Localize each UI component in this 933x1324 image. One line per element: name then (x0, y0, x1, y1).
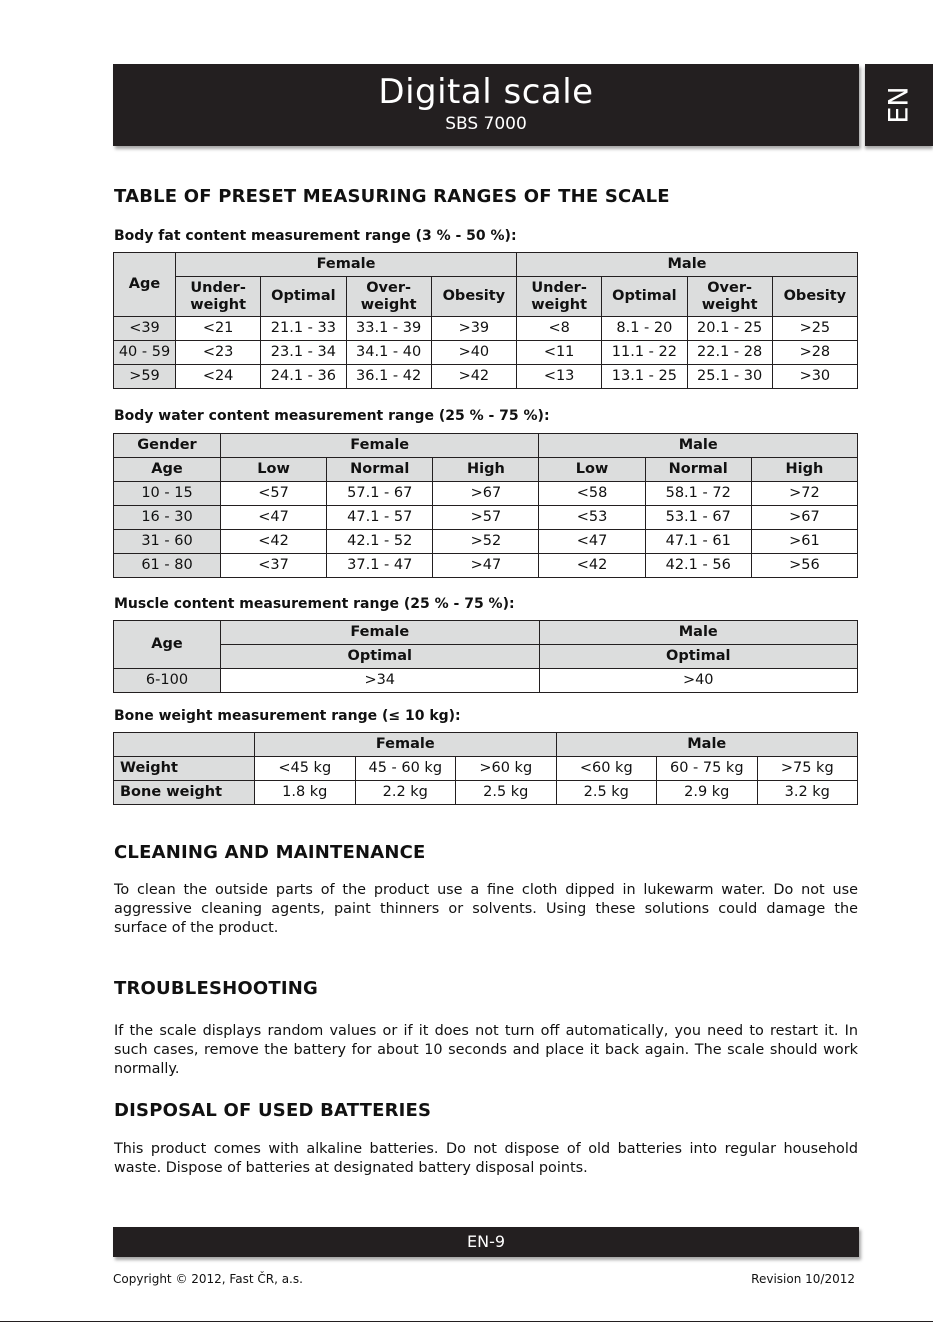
page-number-bar (113, 1227, 859, 1257)
troubleshooting-text: If the scale displays random values or if it does not turn off automatically, you need to restart it. In such cases, remove the battery for about 10 seconds and place it back again. The scale should work normally. (114, 1023, 858, 1077)
bone-weight-row-header: Bone weight (114, 781, 255, 805)
page-header (113, 64, 859, 146)
table-cell: >34 (221, 669, 540, 693)
table-cell: >67 (751, 506, 857, 530)
female-header: Female (221, 621, 540, 645)
column-header: Under-weight (176, 277, 261, 317)
table-cell: <53 (539, 506, 645, 530)
body-water-table (113, 433, 858, 578)
table-row (114, 365, 858, 389)
age-cell: 61 - 80 (114, 554, 221, 578)
table-cell: <58 (539, 482, 645, 506)
table-cell: 25.1 - 30 (687, 365, 772, 389)
table-cell: >52 (433, 530, 539, 554)
column-header: High (433, 458, 539, 482)
table-row (114, 554, 858, 578)
column-header: Obesity (772, 277, 857, 317)
column-header: Under-weight (517, 277, 602, 317)
body-fat-table (113, 252, 858, 389)
column-header: Optimal (539, 645, 858, 669)
age-header: Age (114, 621, 221, 669)
troubleshooting-title: TROUBLESHOOTING (114, 978, 318, 999)
body-water-caption: Body water content measurement range (25 % - 75 %): (114, 408, 550, 424)
bone-table (113, 732, 858, 805)
table-cell: <47 (221, 506, 327, 530)
weight-row-header: Weight (114, 757, 255, 781)
table-cell: 24.1 - 36 (261, 365, 346, 389)
column-header: Optimal (221, 645, 540, 669)
age-cell: 6-100 (114, 669, 221, 693)
empty-header (114, 733, 255, 757)
age-cell: 16 - 30 (114, 506, 221, 530)
table-cell: <8 (517, 317, 602, 341)
table-row (114, 757, 858, 781)
table-cell: <11 (517, 341, 602, 365)
table-cell: 22.1 - 28 (687, 341, 772, 365)
cleaning-text: To clean the outside parts of the product use a fine cloth dipped in lukewarm water. Do not use aggressive cleaning agents, paint thinners or solvents. Using these solutions could damage the surface of the product. (114, 882, 858, 936)
table-cell: <24 (176, 365, 261, 389)
disposal-text: This product comes with alkaline batteries. Do not dispose of old batteries into regular household waste. Dispose of batteries at designated battery disposal points. (114, 1141, 858, 1176)
table-row (114, 669, 858, 693)
table-cell: 11.1 - 22 (602, 341, 687, 365)
table-cell: 47.1 - 61 (645, 530, 751, 554)
table-cell: >39 (431, 317, 516, 341)
table-row (114, 506, 858, 530)
age-cell: >59 (114, 365, 176, 389)
male-header: Male (539, 434, 858, 458)
table-cell: 53.1 - 67 (645, 506, 751, 530)
table-cell: <42 (539, 554, 645, 578)
section-title-ranges: TABLE OF PRESET MEASURING RANGES OF THE SCALE (114, 186, 670, 207)
table-cell: 21.1 - 33 (261, 317, 346, 341)
table-cell: <13 (517, 365, 602, 389)
body-fat-caption: Body fat content measurement range (3 % - 50 %): (114, 228, 517, 244)
table-cell: 1.8 kg (255, 781, 356, 805)
table-cell: >28 (772, 341, 857, 365)
table-cell: 2.9 kg (657, 781, 758, 805)
table-row (114, 781, 858, 805)
table-cell: <21 (176, 317, 261, 341)
table-cell: >67 (433, 482, 539, 506)
table-cell: 23.1 - 34 (261, 341, 346, 365)
column-header: High (751, 458, 857, 482)
table-cell: >57 (433, 506, 539, 530)
table-cell: 42.1 - 56 (645, 554, 751, 578)
table-cell: 2.5 kg (456, 781, 557, 805)
language-tab (865, 64, 933, 146)
table-cell: 45 - 60 kg (355, 757, 456, 781)
bottom-rule (0, 1321, 933, 1322)
table-cell: >40 (431, 341, 516, 365)
copyright: Copyright © 2012, Fast ČR, a.s. (113, 1272, 303, 1286)
table-cell: 37.1 - 47 (327, 554, 433, 578)
table-cell: 2.5 kg (556, 781, 657, 805)
male-header: Male (517, 253, 858, 277)
column-header: Normal (645, 458, 751, 482)
table-cell: <57 (221, 482, 327, 506)
table-cell: 34.1 - 40 (346, 341, 431, 365)
table-cell: >61 (751, 530, 857, 554)
table-cell: >47 (433, 554, 539, 578)
table-cell: 33.1 - 39 (346, 317, 431, 341)
revision: Revision 10/2012 (751, 1272, 855, 1286)
document-title: Digital scale (378, 72, 594, 112)
table-cell: 2.2 kg (355, 781, 456, 805)
muscle-table (113, 620, 858, 693)
table-cell: <45 kg (255, 757, 356, 781)
gender-header: Gender (114, 434, 221, 458)
table-cell: >30 (772, 365, 857, 389)
column-header: Over-weight (687, 277, 772, 317)
column-header: Optimal (602, 277, 687, 317)
column-header: Optimal (261, 277, 346, 317)
page-number: EN-9 (466, 1232, 506, 1251)
table-cell: >56 (751, 554, 857, 578)
table-cell: 58.1 - 72 (645, 482, 751, 506)
column-header: Normal (327, 458, 433, 482)
table-cell: >42 (431, 365, 516, 389)
table-row (114, 530, 858, 554)
table-row (114, 341, 858, 365)
table-cell: >72 (751, 482, 857, 506)
table-cell: 8.1 - 20 (602, 317, 687, 341)
table-cell: 47.1 - 57 (327, 506, 433, 530)
age-header: Age (114, 253, 176, 317)
table-cell: 13.1 - 25 (602, 365, 687, 389)
column-header: Low (539, 458, 645, 482)
column-header: Over-weight (346, 277, 431, 317)
table-cell: 60 - 75 kg (657, 757, 758, 781)
table-cell: 57.1 - 67 (327, 482, 433, 506)
table-row (114, 482, 858, 506)
table-cell: >60 kg (456, 757, 557, 781)
table-cell: 36.1 - 42 (346, 365, 431, 389)
table-cell: <42 (221, 530, 327, 554)
muscle-caption: Muscle content measurement range (25 % - 75 %): (114, 596, 515, 612)
table-cell: <47 (539, 530, 645, 554)
female-header: Female (255, 733, 557, 757)
female-header: Female (221, 434, 539, 458)
table-cell: >40 (539, 669, 858, 693)
table-cell: 42.1 - 52 (327, 530, 433, 554)
age-cell: 10 - 15 (114, 482, 221, 506)
table-cell: 3.2 kg (757, 781, 858, 805)
age-header: Age (114, 458, 221, 482)
bone-caption: Bone weight measurement range (≤ 10 kg): (114, 708, 461, 724)
table-cell: <37 (221, 554, 327, 578)
table-cell: <60 kg (556, 757, 657, 781)
table-cell: >25 (772, 317, 857, 341)
male-header: Male (539, 621, 858, 645)
table-cell: >75 kg (757, 757, 858, 781)
column-header: Low (221, 458, 327, 482)
table-row (114, 317, 858, 341)
table-cell: <23 (176, 341, 261, 365)
disposal-title: DISPOSAL OF USED BATTERIES (114, 1100, 432, 1121)
column-header: Obesity (431, 277, 516, 317)
age-cell: 40 - 59 (114, 341, 176, 365)
male-header: Male (556, 733, 858, 757)
cleaning-title: CLEANING AND MAINTENANCE (114, 842, 426, 863)
female-header: Female (176, 253, 517, 277)
age-cell: <39 (114, 317, 176, 341)
table-cell: 20.1 - 25 (687, 317, 772, 341)
language-label: EN (883, 86, 915, 124)
age-cell: 31 - 60 (114, 530, 221, 554)
model-name: SBS 7000 (445, 114, 527, 134)
